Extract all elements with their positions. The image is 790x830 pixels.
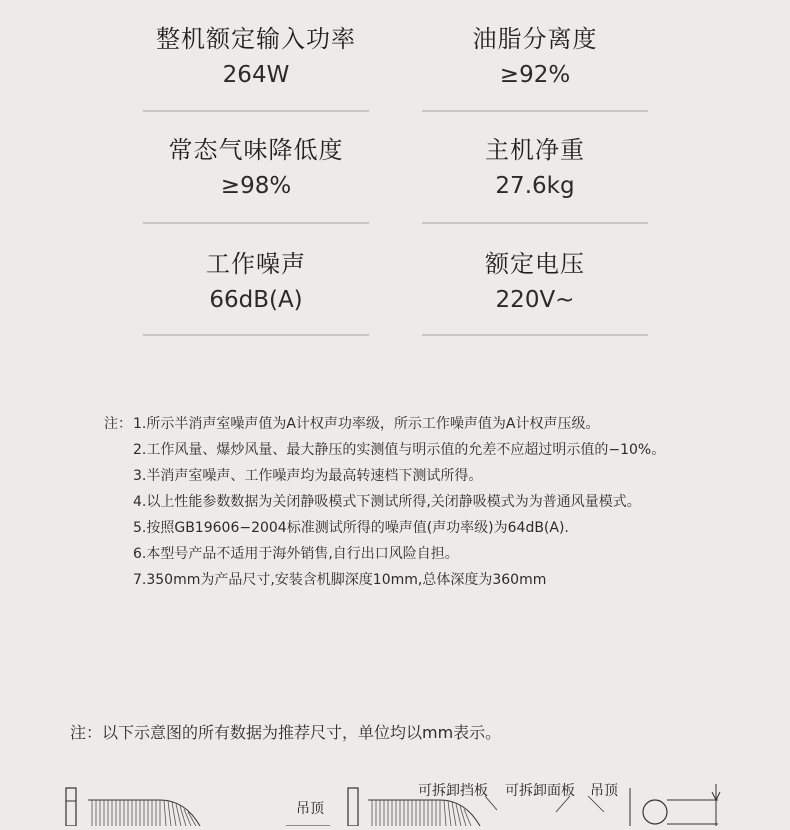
note-item: 5.按照GB19606−2004标准测试所得的噪声值(声功率级)为64dB(A).	[133, 520, 569, 536]
divider	[422, 334, 648, 336]
note-item: 6.本型号产品不适用于海外销售,自行出口风险自担。	[133, 546, 459, 562]
spec-label: 额定电压	[485, 250, 585, 278]
divider	[143, 334, 369, 336]
label-ceiling-left: 吊顶	[296, 801, 324, 817]
diagram-note: 注：以下示意图的所有数据为推荐尺寸，单位均以mm表示。	[70, 723, 502, 742]
divider	[422, 222, 648, 224]
spec-odor-reduction	[143, 135, 369, 201]
installation-diagram	[0, 770, 790, 826]
spec-label: 主机净重	[485, 136, 585, 164]
spec-noise	[143, 249, 369, 315]
spec-label: 整机额定输入功率	[156, 25, 356, 53]
spec-label: 常态气味降低度	[168, 136, 344, 164]
spec-grease-separation	[422, 24, 648, 90]
divider	[143, 110, 369, 112]
note-item: 7.350mm为产品尺寸,安装含机脚深度10mm,总体深度为360mm	[133, 572, 547, 588]
spec-value: 66dB(A)	[209, 287, 303, 313]
label-ceiling-right: 吊顶	[590, 783, 618, 799]
spec-voltage	[422, 249, 648, 315]
spec-label: 工作噪声	[206, 250, 306, 278]
note-item: 4.以上性能参数数据为关闭静吸模式下测试所得,关闭静吸模式为为普通风量模式。	[133, 494, 641, 510]
label-removable-baffle: 可拆卸挡板	[418, 783, 488, 799]
spec-value: 264W	[222, 62, 290, 88]
divider	[422, 110, 648, 112]
notes-prefix: 注：	[104, 416, 132, 432]
note-item: 1.所示半消声室噪声值为A计权声功率级，所示工作噪声值为A计权声压级。	[133, 416, 600, 432]
diagram-drawing	[0, 770, 790, 826]
spec-net-weight	[422, 135, 648, 201]
spec-label: 油脂分离度	[472, 25, 598, 53]
spec-value: ≥98%	[220, 173, 292, 199]
note-item: 2.工作风量、爆炒风量、最大静压的实测值与明示值的允差不应超过明示值的−10%。	[133, 442, 666, 458]
spec-value: ≥92%	[499, 62, 571, 88]
label-removable-panel: 可拆卸面板	[505, 783, 575, 799]
note-item: 3.半消声室噪声、工作噪声均为最高转速档下测试所得。	[133, 468, 483, 484]
divider	[143, 222, 369, 224]
spec-value: 220V~	[495, 287, 575, 313]
spec-value: 27.6kg	[495, 173, 575, 199]
spec-power	[143, 24, 369, 90]
